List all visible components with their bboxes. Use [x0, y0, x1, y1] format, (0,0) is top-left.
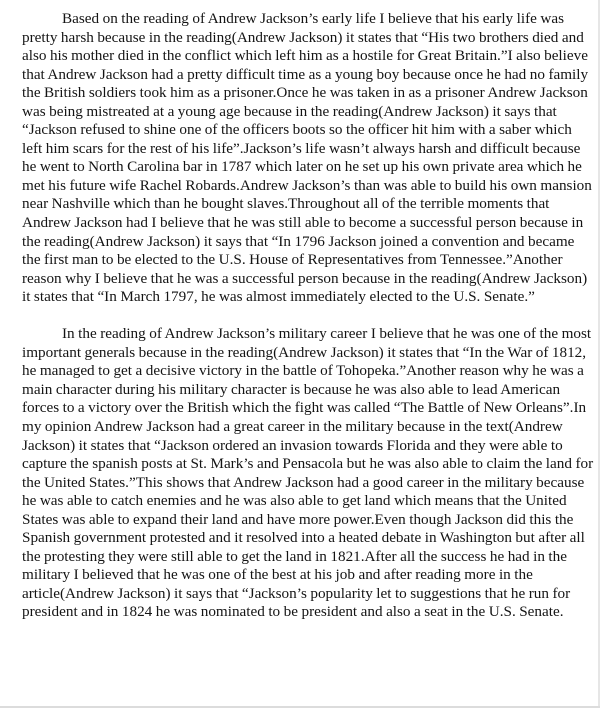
paragraph-spacer — [22, 307, 594, 326]
paragraph-military-career: In the reading of Andrew Jackson’s military career I believe that he was one of the most important generals because in the reading(Andrew Jackson) it states that “In the War of 1812, he managed to get a decisive victory in the battle of Tohopeka.”Another reason why he was a main character during his military character is because he was also able to lead American forces to a victory over the British which the fight was called “The Battle of New Orleans”.In my opinion Andrew Jackson had a great career in the military because in the text(Andrew Jackson) it states that “Jackson ordered an invasion towards Florida and they were able to capture the spanish posts at St. Mark’s and Pensacola but he was also able to claim the land for the United States.”This shows that Andrew Jackson had a good career in the military because he was able to catch enemies and he was also able to get land which means that the United States was able to expand their land and have more power.Even though Jackson did this the Spanish government protested and it resolved into a heated debate in Washington but after all the protesting they were still able to get the land in 1821.After all the success he had in the military I believed that he was one of the best at his job and after reading more in the article(Andrew Jackson) it says that “Jackson’s popularity let to suggestions that he run for president and in 1824 he was nominated to be president and also a seat in the U.S. Senate. — [22, 325, 594, 621]
paragraph-early-life: Based on the reading of Andrew Jackson’s early life I believe that his early life was pretty harsh because in the reading(Andrew Jackson) it states that “His two brothers died and also his mother died in the conflict which left him as a hostile for Great Britain.”I also believe that Andrew Jackson had a pretty difficult time as a young boy because once he had no family the British soldiers took him as a prisoner.Once he was taken in as a prisoner Andrew Jackson was being mistreated at a young age because in the reading(Andrew Jackson) it says that “Jackson refused to shine one of the officers boots so the officer hit him with a saber which left him scars for the rest of his life”.Jackson’s life wasn’t always harsh and difficult because he went to North Carolina bar in 1787 which later on he set up his own private area which he met his future wife Rachel Robards.Andrew Jackson’s than was able to build his own mansion near Nashville which than he bought slaves.Throughout all of the terrible moments that Andrew Jackson had I believe that he was still able to become a successful person because in the reading(Andrew Jackson) it says that “In 1796 Jackson joined a convention and became the first man to be elected to the U.S. House of Representatives from Tennessee.”Another reason why I believe that he was a successful person because in the reading(Andrew Jackson) it states that “In March 1797, he was almost immediately elected to the U.S. Senate.” — [22, 10, 592, 306]
